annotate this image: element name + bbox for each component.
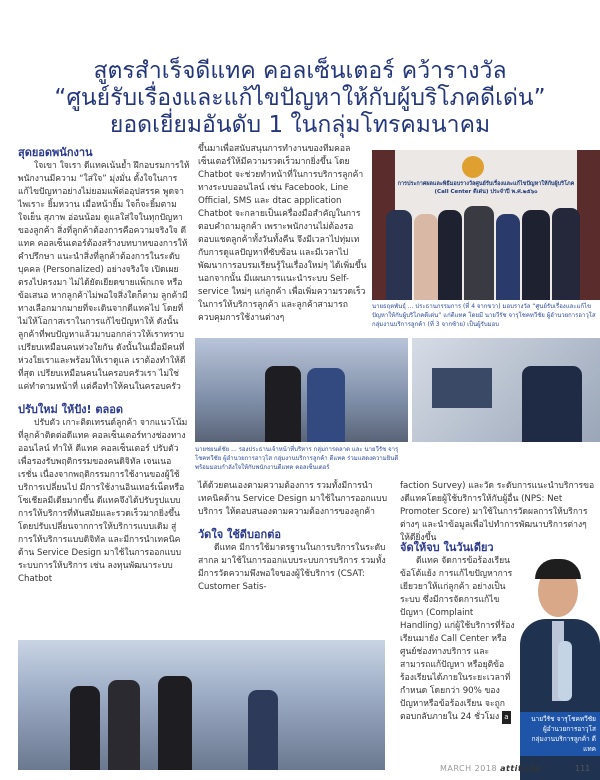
article-title bbox=[20, 58, 580, 139]
page-number: 111 bbox=[575, 764, 591, 773]
section-body: ใจเขา ใจเรา ดีแทคเน้นย้ำ ฝึกอบรมการให้พนักงานมีความ “ใส่ใจ” มุ่งมั่น ตั้งใจในการแก้ไขปัญหาอย่างไม่ยอมแพ้ต่ออุปสรรค พูดจาไพเราะ ยิ้มหวาน เมื่อหน้ายิ้ม ใจก็จะยิ้มตาม ใจเย็น สุภาพ อ่อนน้อม ดูแลใส่ใจในทุกปัญหาของลูกค้า สิ่งที่ลูกค้าต้องการคือความจริงใจ ดีแทค คอลเซ็นเตอร์ต้องสร้างบทบาทของการให้คำปรึกษา แนะนำสิ่งที่ลูกค้าต้องการในระดับบุคคล (Personalized) อย่างจริงใจ เปิดเผย ตรงไปตรงมา ไม่ได้ยัดเยียดขายแพ็กเกจ หรือข้อเสนอ หากลูกค้าไม่พอใจสิ่งใดก็ตาม ลูกค้ามีทางเลือกมากมายที่จะเดินจากดีแทคไป โดยที่ไม่ให้โอกาสเราในการแก้ไขปัญหาให้ ดังนั้นลูกค้าที่พบปัญหาแล้วมาบอกกล่าวให้เราทราบ เปรียบเหมือนคนห่วงใยกัน ดังนั้นในเมื่อมีคนที่ห่วงใยเราและพร้อมให้เราดูแล เราต้องทำให้ดีที่สุด เปรียบเหมือนคนในครอบครัวเรา ไม่ใช่แค่ทำตามหน้าที่ แต่คือทำให้คนในครอบครัว bbox=[18, 161, 190, 392]
column-1 bbox=[18, 145, 190, 586]
agent-photo bbox=[412, 338, 600, 442]
section-body: ขึ้นมาเพื่อสนับสนุนการทำงานของทีมคอลเซ็นเตอร์ให้มีความรวดเร็วมากยิ่งขึ้น โดย Chatbot จะช่วยทำหน้าที่ในการบริการลูกค้าทางระบบออนไลน์ เช่น Facebook, Line Official, SMS และ dtac application Chatbot จะกลายเป็นเครื่องมือสำคัญในการตอบคำถามลูกค้า เพราะพนักงานไม่ต้องรอตอบแชตลูกค้าทั้งวันทั้งคืน จึงมีเวลาไปทุ่มเทกับการดูแลปัญหาที่ซับซ้อน และมีเวลาไปพัฒนาการอบรมเรียนรู้ในเรื่องใหม่ๆ ได้เพิ่มขึ้น นอกจากนั้น มีแผนการแนะนำระบบ Self-service ใหม่ๆ แก่ลูกค้า เพื่อเพิ่มความรวดเร็วในการให้บริการลูกค้า และลูกค้าสามารถควบคุมการใช้งานต่างๆ bbox=[198, 144, 367, 323]
section-body: ดีแทค มีการใช้มาตรฐานในการบริการในระดับสากล มาใช้ในการออกแบบระบบการบริการ รวมทั้งมีการวัดความพึงพอใจของผู้ใช้บริการ (CSAT: Customer Satis- bbox=[198, 543, 386, 592]
issue-month: MARCH 2018 bbox=[440, 764, 498, 773]
portrait-caption bbox=[520, 712, 600, 756]
column-3-bottom bbox=[400, 540, 516, 724]
title-line-1: สูตรสำเร็จดีแทค คอลเซ็นเตอร์ คว้ารางวัล bbox=[93, 58, 507, 84]
award-trophy-icon bbox=[558, 641, 572, 701]
award-ceremony-photo bbox=[372, 150, 600, 300]
section-body: faction Survey) และวัด ระดับการแนะนำบริการของดีแทคโดยผู้ใช้บริการให้กับผู้อื่น (NPS: Net Promoter Score) มาใช้ในการวัดผลการให้บริการต่างๆ และนำข้อมูลเพื่อไปทำการพัฒนาบริการต่างๆ ให้ดียิ่งขึ้น bbox=[400, 481, 595, 543]
column-3-top bbox=[400, 480, 595, 545]
team-photo bbox=[195, 338, 408, 442]
section-body: ดีแทค จัดการข้อร้องเรียน ข้อโต้แย้ง การแก้ไขปัญหาการเยียวยาให้แก่ลูกค้า อย่างเป็นระบบ ซึ่งมีการจัดการแก้ไขปัญหา (Complaint Handling) แก่ผู้ใช้บริการที่ร้องเรียนมายัง Call Center หรือศูนย์ช่องทางบริการ และสามารถแก้ปัญหา หรือยุติข้อร้องเรียนได้ภายในระยะเวลาที่กำหนด โดยกว่า 90% ของปัญหาหรือข้อร้องเรียน จะถูกตอบกลับภายใน 24 ชั่วโมง bbox=[400, 556, 515, 722]
section-body: ปรับตัว เกาะติดเทรนด์ลูกค้า จากแนวโน้มที่ลูกค้าติดต่อดีแทค คอลเซ็นเตอร์ทางช่องทางออนไลน์ ทำให้ ดีแทค คอลเซ็นเตอร์ ปรับตัวเพื่อรองรับพฤติกรรมของคนดิจิทัล เจนเนอเรชั่น เนื่องจากพฤติกรรมการใช้งานของผู้ใช้บริการเปลี่ยนไป มีการใช้งานอินเทอร์เน็ตหรือโซเชียลมีเดียมากขึ้น ดีแทคจึงได้ปรับรูปแบบการให้บริการที่ทันสมัยและรวดเร็วมากยิ่งขึ้น โดยปรับเปลี่ยนจากการให้บริการแบบเดิม สู่การให้บริการแบบดิจิทัล และมีการนำเทคนิคด้าน Service Design มาใช้ในการออกแบบระบบการให้บริการ เช่น ลงทุนพัฒนาระบบ Chatbot bbox=[18, 418, 188, 584]
portrait-role: ผู้อำนวยการอาวุโส bbox=[542, 725, 596, 733]
section-heading: จัดให้จบ ในวันเดียว bbox=[400, 541, 494, 554]
portrait-dept: กลุ่มงานบริการลูกค้า ดีแทค bbox=[531, 735, 596, 753]
title-line-3: ยอดเยี่ยมอันดับ 1 ในกลุ่มโทรคมนาคม bbox=[109, 112, 491, 138]
magazine-name: attitude bbox=[500, 764, 541, 773]
banner-line-1: การประกาศผลและพิธีมอบรางวัลศูนย์รับเรื่องและแก้ไขปัญหาให้กับผู้บริโภค bbox=[397, 181, 575, 187]
award-photo-caption: นายธฤตพันธุ์ ... ประธานกรรมการ (ที่ 4 จากขวา) มอบรางวัล “ศูนย์รับเรื่องและแก้ไขปัญหาให้กับผู้บริโภคดีเด่น” แก่ดีแทค โดยมี นายวีรัช จารุโชคทวีชัย ผู้อำนวยการอาวุโส กลุ่มงานบริการลูกค้า (ที่ 3 จากซ้าย) เป็นผู้รับมอบ bbox=[372, 303, 596, 328]
column-2-top bbox=[198, 143, 368, 325]
end-mark-icon: a bbox=[502, 711, 510, 724]
section-body: ได้ด้วยตนเองตามความต้องการ รวมทั้งมีการนำเทคนิคด้าน Service Design มาใช้ในการออกแบบบริการ ให้ตอบสนองตามความต้องการของลูกค้า bbox=[198, 481, 388, 517]
section-heading: วัดใจ ใช้ดีบอกต่อ bbox=[198, 528, 281, 541]
section-heading: ปรับใหม่ ให้ปัง! ตลอด bbox=[18, 403, 124, 416]
call-center-floor-photo bbox=[18, 640, 385, 770]
column-2-bottom bbox=[198, 480, 390, 594]
title-line-2: “ศูนย์รับเรื่องและแก้ไขปัญหาให้กับผู้บริโภคดีเด่น” bbox=[54, 85, 546, 111]
banner-line-2: (Call Center ดีเด่น) ประจำปี พ.ศ.๒๕๖๐ bbox=[434, 189, 538, 195]
team-photo-caption: นายชยนต์ชัย ... รองประธานเจ้าหน้าที่บริหาร กลุ่มการตลาด และ นายวีรัช จารุโชคทวีชัย ผู้อำนวยการอาวุโส กลุ่มงานบริการลูกค้า ดีแทค ร่วมแสดงความยินดีพร้อมมอบกำลังใจให้กับพนักงานดีแทค คอลเซ็นเตอร์ bbox=[195, 446, 399, 471]
portrait-name: นายวีรัช จารุโชคทวีชัย bbox=[531, 715, 596, 723]
section-heading: สุดยอดพนักงาน bbox=[18, 146, 93, 159]
footer bbox=[440, 764, 541, 773]
emblem-icon bbox=[462, 156, 484, 178]
